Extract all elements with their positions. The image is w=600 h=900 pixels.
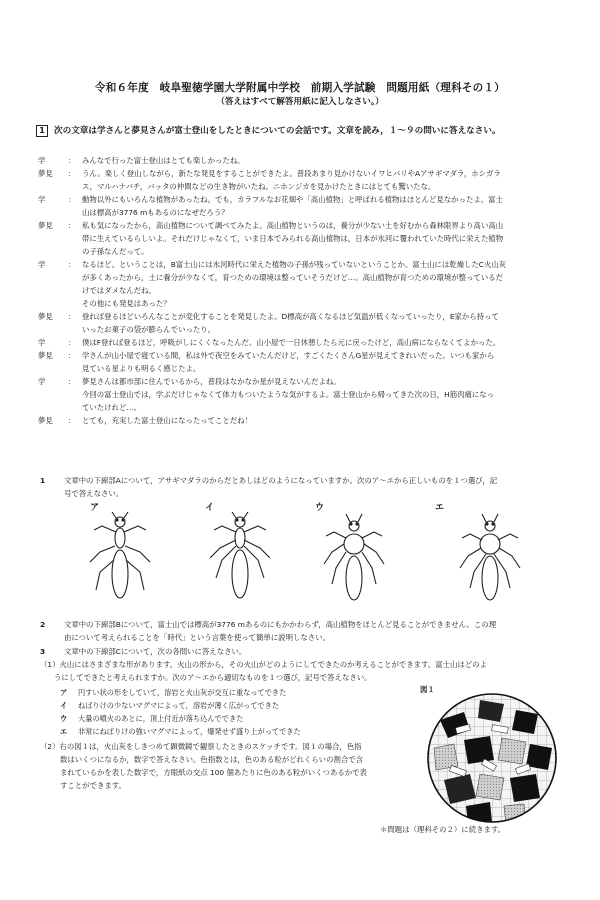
dialogue-line bbox=[38, 219, 568, 232]
part-2-text bbox=[40, 740, 418, 792]
speaker-colon bbox=[68, 388, 82, 401]
continuation-note: ＊問題は（理科その２）に続きます。 bbox=[380, 825, 506, 834]
question-heading bbox=[36, 124, 501, 137]
choice-item: ア 円すい状の形をしていて，溶岩と火山灰が交互に重なってできた bbox=[60, 688, 287, 697]
speaker-colon: ： bbox=[68, 221, 76, 230]
speaker-colon: ： bbox=[68, 338, 76, 347]
dialogue-text: 私も気になったから，高山植物について調べてみたよ。高山植物というのは，養分が少ない土を好むから森林限界より高い高山 bbox=[82, 221, 504, 230]
insect-diagram-u bbox=[314, 512, 394, 610]
choice-item: イ ねばりけの少ないマグマによって，溶岩が薄く広がってできた bbox=[60, 701, 280, 710]
speaker-name bbox=[38, 323, 68, 336]
speaker-colon: ： bbox=[68, 156, 76, 165]
choice-item: ウ 大量の噴火のあとに，頂上付近が落ち込んでできた bbox=[60, 714, 244, 723]
part-1-line: （1）火山にはさまざまな形があります。火山の形から，その火山がどのようにしてできたのか考えることができます。富士山はどのよ bbox=[40, 660, 487, 669]
dialogue-text: 登れば登るほどいろんなことが変化することを発見したよ。D標高が高くなるほど気温が低くなっていったり，E家から持って bbox=[82, 312, 499, 321]
speaker-colon bbox=[68, 284, 82, 297]
figure-1-label: 図１ bbox=[420, 685, 435, 694]
subquestion-number: 2 bbox=[40, 620, 46, 629]
speaker-name: 学 bbox=[38, 156, 46, 165]
dialogue-line bbox=[38, 401, 568, 414]
part-2-line: 数はいくつになるか，数字で答えなさい。色指数とは，色のある粒がどれくらいの割合で含 bbox=[60, 755, 364, 764]
speaker-colon: ： bbox=[68, 312, 76, 321]
dialogue bbox=[38, 154, 568, 427]
speaker-name bbox=[38, 245, 68, 258]
speaker-name bbox=[38, 232, 68, 245]
dialogue-line bbox=[38, 375, 568, 388]
speaker-colon bbox=[68, 232, 82, 245]
dialogue-line bbox=[38, 284, 568, 297]
dialogue-line bbox=[38, 414, 568, 427]
dialogue-text: 学さんが山小屋で寝ている間，私は外で夜空をみていたんだけど，すごくたくさんG星が見えてきれいだった。いつも家から bbox=[82, 351, 495, 360]
subquestion-text-line: 文章中の下線部Bについて，富士山では標高が3776 mあるのにもかかわらず，高山植物をほとんど見ることができません。この理 bbox=[64, 620, 497, 629]
dialogue-text: 夢見さんは都市部に住んでいるから，普段はなかなか星が見えないんだよね。 bbox=[82, 377, 341, 386]
dialogue-text: ていたけれど…。 bbox=[82, 403, 142, 412]
dialogue-text: いったお菓子の袋が膨らんでいったり。 bbox=[82, 325, 216, 334]
dialogue-text: 動物以外にもいろんな植物があったね。でも，カラフルなお花畑や「高山植物」と呼ばれる植物はほとんど見なかったよ。富士 bbox=[82, 195, 503, 204]
subquestion-text-line: 文章中の下線部Cについて，次の各問いに答えなさい。 bbox=[64, 647, 247, 656]
dialogue-text: 今回の富士登山では，学ぶだけじゃなくて体力もついたような気がするよ。富士登山から帰ってきた次の日，H筋肉痛になっ bbox=[82, 390, 495, 399]
page-subtitle: （答えはすべて解答用紙に記入しなさい。） bbox=[216, 97, 384, 107]
question-number-box: 1 bbox=[36, 125, 48, 137]
speaker-colon: ： bbox=[68, 195, 76, 204]
speaker-name: 夢見 bbox=[38, 351, 53, 360]
insect-diagram-a bbox=[80, 512, 160, 610]
speaker-colon: ： bbox=[68, 351, 76, 360]
option-label-a: ア bbox=[90, 503, 100, 513]
speaker-name bbox=[38, 388, 68, 401]
page-title: 令和６年度 岐阜聖徳学園大学附属中学校 前期入学試験 問題用紙（理科その１） bbox=[94, 82, 506, 94]
speaker-colon: ： bbox=[68, 260, 76, 269]
dialogue-line bbox=[38, 323, 568, 336]
insect-diagram-e bbox=[450, 512, 530, 610]
speaker-colon bbox=[68, 362, 82, 375]
speaker-name: 夢見 bbox=[38, 221, 53, 230]
dialogue-line bbox=[38, 349, 568, 362]
dialogue-line bbox=[38, 388, 568, 401]
subquestion-number: 1 bbox=[40, 476, 46, 485]
dialogue-line bbox=[38, 167, 568, 180]
dialogue-line bbox=[38, 362, 568, 375]
speaker-name: 学 bbox=[38, 338, 46, 347]
option-label-i: イ bbox=[205, 503, 215, 513]
dialogue-text: 山は標高が3776 mもあるのになぜだろう？ bbox=[82, 208, 229, 217]
dialogue-line bbox=[38, 193, 568, 206]
question-instruction: 次の文章は学さんと夢見さんが富士登山をしたときについての会話です。文章を読み，１～９の問いに答えなさい。 bbox=[54, 126, 501, 136]
part-2-line: すことができます。 bbox=[60, 781, 126, 790]
speaker-name bbox=[38, 206, 68, 219]
dialogue-text: 僕はF登れば登るほど，呼吸がしにくくなったんだ。山小屋で一日休憩したら元に戻ったけど，高山病にならなくてよかった。 bbox=[82, 338, 501, 347]
dialogue-text: みんなで行った富士登山はとても楽しかったね。 bbox=[82, 156, 245, 165]
speaker-colon: ： bbox=[68, 169, 76, 178]
option-label-u: ウ bbox=[315, 503, 325, 513]
dialogue-text: とても，充実した富士登山になったってことだね！ bbox=[82, 416, 252, 425]
choice-list bbox=[60, 686, 390, 738]
insect-diagram-i bbox=[200, 512, 280, 610]
speaker-name bbox=[38, 284, 68, 297]
speaker-name bbox=[38, 362, 68, 375]
dialogue-line bbox=[38, 310, 568, 323]
dialogue-text: 見ている星よりも明るく感じたよ。 bbox=[82, 364, 201, 373]
dialogue-text: うん。楽しく登山しながら，新たな発見をすることができたよ。普段あまり見かけないイワヒバリやAアサギマダラ，ホシガラ bbox=[82, 169, 501, 178]
speaker-name: 学 bbox=[38, 260, 46, 269]
subquestion-1 bbox=[40, 474, 560, 500]
speaker-name: 夢見 bbox=[38, 169, 53, 178]
speaker-name: 夢見 bbox=[38, 312, 53, 321]
dialogue-line bbox=[38, 180, 568, 193]
option-label-e: エ bbox=[435, 503, 445, 513]
speaker-colon: ： bbox=[68, 416, 76, 425]
dialogue-text: けではダメなんだね。 bbox=[82, 286, 156, 295]
speaker-colon bbox=[68, 180, 82, 193]
dialogue-line bbox=[38, 232, 568, 245]
dialogue-line bbox=[38, 271, 568, 284]
figure-1-microscope-sketch bbox=[420, 690, 565, 825]
subquestion-text-line: 由について考えられることを「時代」という言葉を使って簡単に説明しなさい。 bbox=[64, 633, 330, 642]
speaker-name bbox=[38, 401, 68, 414]
speaker-name: 学 bbox=[38, 195, 46, 204]
subquestion-text-line: 文章中の下線部Aについて，アサギマダラのからだとあしはどのようになっていますか。次のア～エから正しいものを１つ選び，記 bbox=[64, 476, 498, 485]
part-2-line: まれているかを表した数字で，方眼紙の交点 100 個あたりに色のある粒がいくつあるかで表 bbox=[60, 768, 367, 777]
part-2-line: （2）右の図１は，火山灰をしきつめて顕微鏡で観察したときのスケッチです。図１の場合，色指 bbox=[40, 742, 362, 751]
subquestion-text-line: 号で答えなさい。 bbox=[64, 489, 124, 498]
subquestion-number: 3 bbox=[40, 647, 46, 656]
dialogue-line bbox=[38, 206, 568, 219]
dialogue-text: その他にも発見はあった？ bbox=[82, 299, 171, 308]
dialogue-text: の子孫なんだって。 bbox=[82, 247, 149, 256]
speaker-colon bbox=[68, 297, 82, 310]
choice-item: エ 非常にねばりけの強いマグマによって，爆発せず盛り上がってできた bbox=[60, 727, 301, 736]
dialogue-text: が多くあったから，土に養分が少なくて，育つための環境は整っていそうだけど…。高山植物が育つための環境が整っているだ bbox=[82, 273, 504, 282]
dialogue-line bbox=[38, 154, 568, 167]
dialogue-text: なるほど。ということは，B富士山には氷河時代に栄えた植物の子孫が残っていないということか。富士山には乾燥したC火山灰 bbox=[82, 260, 507, 269]
dialogue-line bbox=[38, 258, 568, 271]
speaker-name: 学 bbox=[38, 377, 46, 386]
speaker-colon bbox=[68, 245, 82, 258]
speaker-colon: ： bbox=[68, 377, 76, 386]
subquestion-3 bbox=[40, 645, 560, 658]
dialogue-line bbox=[38, 245, 568, 258]
speaker-name bbox=[38, 180, 68, 193]
speaker-colon bbox=[68, 206, 82, 219]
part-1-line: うにしてできたと考えられますか。次のア～エから適切なものを１つ選び，記号で答えなさい。 bbox=[54, 673, 372, 682]
dialogue-line bbox=[38, 297, 568, 310]
subquestion-2 bbox=[40, 618, 560, 644]
dialogue-text: ス，マルハナバチ，バッタの仲間などの生き物がいたね。ニホンジカを見かけたときにはとても驚いたな。 bbox=[82, 182, 436, 191]
dialogue-line bbox=[38, 336, 568, 349]
speaker-colon bbox=[68, 323, 82, 336]
speaker-colon bbox=[68, 271, 82, 284]
part-1-text bbox=[40, 658, 560, 684]
speaker-name bbox=[38, 297, 68, 310]
dialogue-text: 帯に生えているらしいよ。それだけじゃなくて，いま日本でみられる高山植物は，日本が氷河に覆われていた時代に栄えた植物 bbox=[82, 234, 504, 243]
speaker-name bbox=[38, 271, 68, 284]
speaker-colon bbox=[68, 401, 82, 414]
speaker-name: 夢見 bbox=[38, 416, 53, 425]
